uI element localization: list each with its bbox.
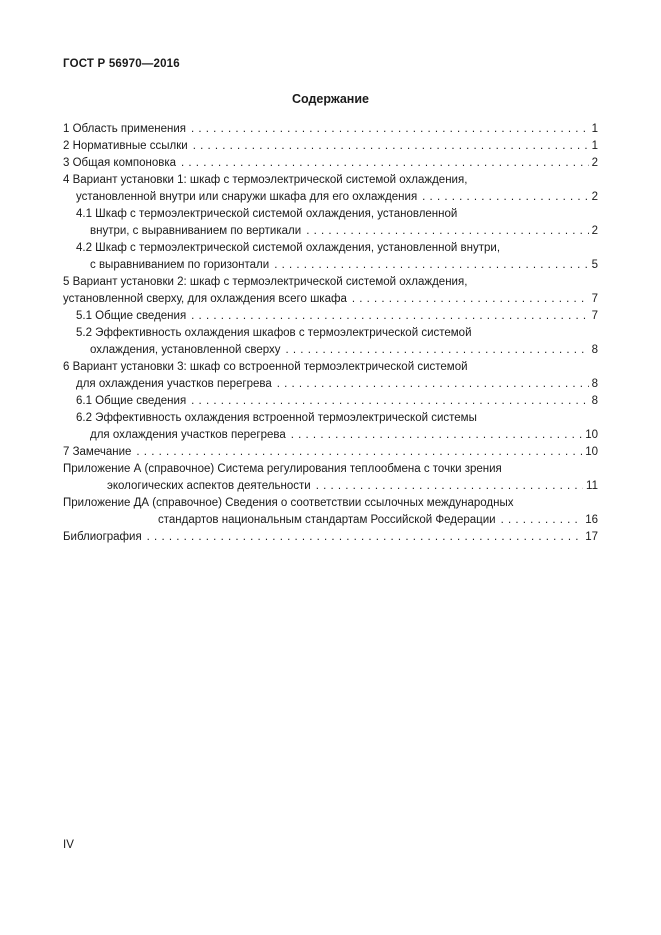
toc-page-number: 10 bbox=[585, 429, 598, 441]
toc-line bbox=[63, 342, 598, 359]
toc-entry-text: 5 Вариант установки 2: шкаф с термоэлектрической системой охлаждения, bbox=[63, 276, 468, 288]
toc-entry-text: Приложение ДА (справочное) Сведения о соответствии ссылочных международных bbox=[63, 497, 514, 509]
toc-page-number: 17 bbox=[585, 531, 598, 543]
toc-page-number: 11 bbox=[586, 480, 598, 492]
toc-page-number: 8 bbox=[591, 378, 598, 390]
page-number-footer: IV bbox=[63, 839, 74, 851]
toc-entry-text: 1 Область применения bbox=[63, 123, 187, 135]
toc-line bbox=[63, 138, 598, 155]
toc-entry-text: 6 Вариант установки 3: шкаф со встроенной термоэлектрической системой bbox=[63, 361, 468, 373]
dot-leader bbox=[191, 393, 588, 410]
toc-entry-text: Библиография bbox=[63, 531, 142, 543]
toc-line bbox=[63, 529, 598, 546]
toc-entry-text: внутри, с выравниванием по вертикали bbox=[90, 225, 302, 237]
toc-entry-text: 2 Нормативные ссылки bbox=[63, 140, 188, 152]
toc-page-number: 8 bbox=[591, 395, 598, 407]
toc-line bbox=[63, 291, 598, 308]
toc-page-number: 2 bbox=[591, 225, 598, 237]
toc-line bbox=[63, 427, 598, 444]
toc-line bbox=[63, 155, 598, 172]
toc-line bbox=[63, 478, 598, 495]
dot-leader bbox=[306, 223, 588, 240]
toc-entry-text: 6.2 Эффективность охлаждения встроенной термоэлектрической системы bbox=[76, 412, 477, 424]
toc-entry-text: 4.1 Шкаф с термоэлектрической системой охлаждения, установленной bbox=[76, 208, 458, 220]
toc-line bbox=[63, 359, 598, 376]
dot-leader bbox=[191, 121, 589, 138]
toc-line bbox=[63, 189, 598, 206]
dot-leader bbox=[291, 427, 582, 444]
toc-entry-text: 6.1 Общие сведения bbox=[76, 395, 187, 407]
toc-page-number: 2 bbox=[591, 157, 598, 169]
dot-leader bbox=[501, 512, 583, 529]
toc-line bbox=[63, 223, 598, 240]
toc-entry-text: с выравниванием по горизонтали bbox=[90, 259, 270, 271]
toc-entry-text: 7 Замечание bbox=[63, 446, 132, 458]
toc-page-number: 1 bbox=[591, 140, 598, 152]
document-number-header: ГОСТ Р 56970—2016 bbox=[63, 58, 180, 70]
toc-page-number: 7 bbox=[591, 293, 598, 305]
toc-line bbox=[63, 206, 598, 223]
toc-entry-text: для охлаждения участков перегрева bbox=[76, 378, 272, 390]
toc-line bbox=[63, 393, 598, 410]
toc-entry-text: 5.2 Эффективность охлаждения шкафов с термоэлектрической системой bbox=[76, 327, 472, 339]
toc-line bbox=[63, 461, 598, 478]
dot-leader bbox=[136, 444, 582, 461]
dot-leader bbox=[147, 529, 583, 546]
dot-leader bbox=[352, 291, 589, 308]
toc-entry-text: охлаждения, установленной сверху bbox=[90, 344, 281, 356]
toc-line bbox=[63, 240, 598, 257]
toc-line bbox=[63, 308, 598, 325]
toc-line bbox=[63, 444, 598, 461]
toc-entry-text: установленной внутри или снаружи шкафа для его охлаждения bbox=[76, 191, 418, 203]
toc-title: Содержание bbox=[291, 92, 369, 106]
toc-entry-text: 5.1 Общие сведения bbox=[76, 310, 187, 322]
toc-entry-text: 3 Общая компоновка bbox=[63, 157, 177, 169]
toc-line bbox=[63, 121, 598, 138]
toc-page-number: 7 bbox=[591, 310, 598, 322]
toc-entry-text: 4 Вариант установки 1: шкаф с термоэлектрической системой охлаждения, bbox=[63, 174, 468, 186]
toc-line bbox=[63, 325, 598, 342]
dot-leader bbox=[277, 376, 589, 393]
toc-entry-text: Приложение А (справочное) Система регулирования теплообмена с точки зрения bbox=[63, 463, 502, 475]
toc-line bbox=[63, 512, 598, 529]
dot-leader bbox=[274, 257, 588, 274]
dot-leader bbox=[181, 155, 589, 172]
toc-page-number: 10 bbox=[585, 446, 598, 458]
toc-line bbox=[63, 495, 598, 512]
toc-line bbox=[63, 376, 598, 393]
toc-entry-text: для охлаждения участков перегрева bbox=[90, 429, 286, 441]
toc-line bbox=[63, 410, 598, 427]
toc-page-number: 16 bbox=[585, 514, 598, 526]
toc-page-number: 8 bbox=[591, 344, 598, 356]
dot-leader bbox=[316, 478, 583, 495]
toc bbox=[63, 121, 598, 546]
toc-line bbox=[63, 257, 598, 274]
toc-line bbox=[63, 274, 598, 291]
toc-page-number: 5 bbox=[591, 259, 598, 271]
dot-leader bbox=[191, 308, 588, 325]
toc-entry-text: установленной сверху, для охлаждения всего шкафа bbox=[63, 293, 347, 305]
toc-page-number: 2 bbox=[591, 191, 598, 203]
dot-leader bbox=[422, 189, 588, 206]
toc-entry-text: экологических аспектов деятельности bbox=[107, 480, 311, 492]
dot-leader bbox=[286, 342, 589, 359]
toc-line bbox=[63, 172, 598, 189]
dot-leader bbox=[193, 138, 589, 155]
toc-entry-text: стандартов национальным стандартам Российской Федерации bbox=[158, 514, 496, 526]
toc-entry-text: 4.2 Шкаф с термоэлектрической системой охлаждения, установленной внутри, bbox=[76, 242, 501, 254]
toc-page-number: 1 bbox=[591, 123, 598, 135]
